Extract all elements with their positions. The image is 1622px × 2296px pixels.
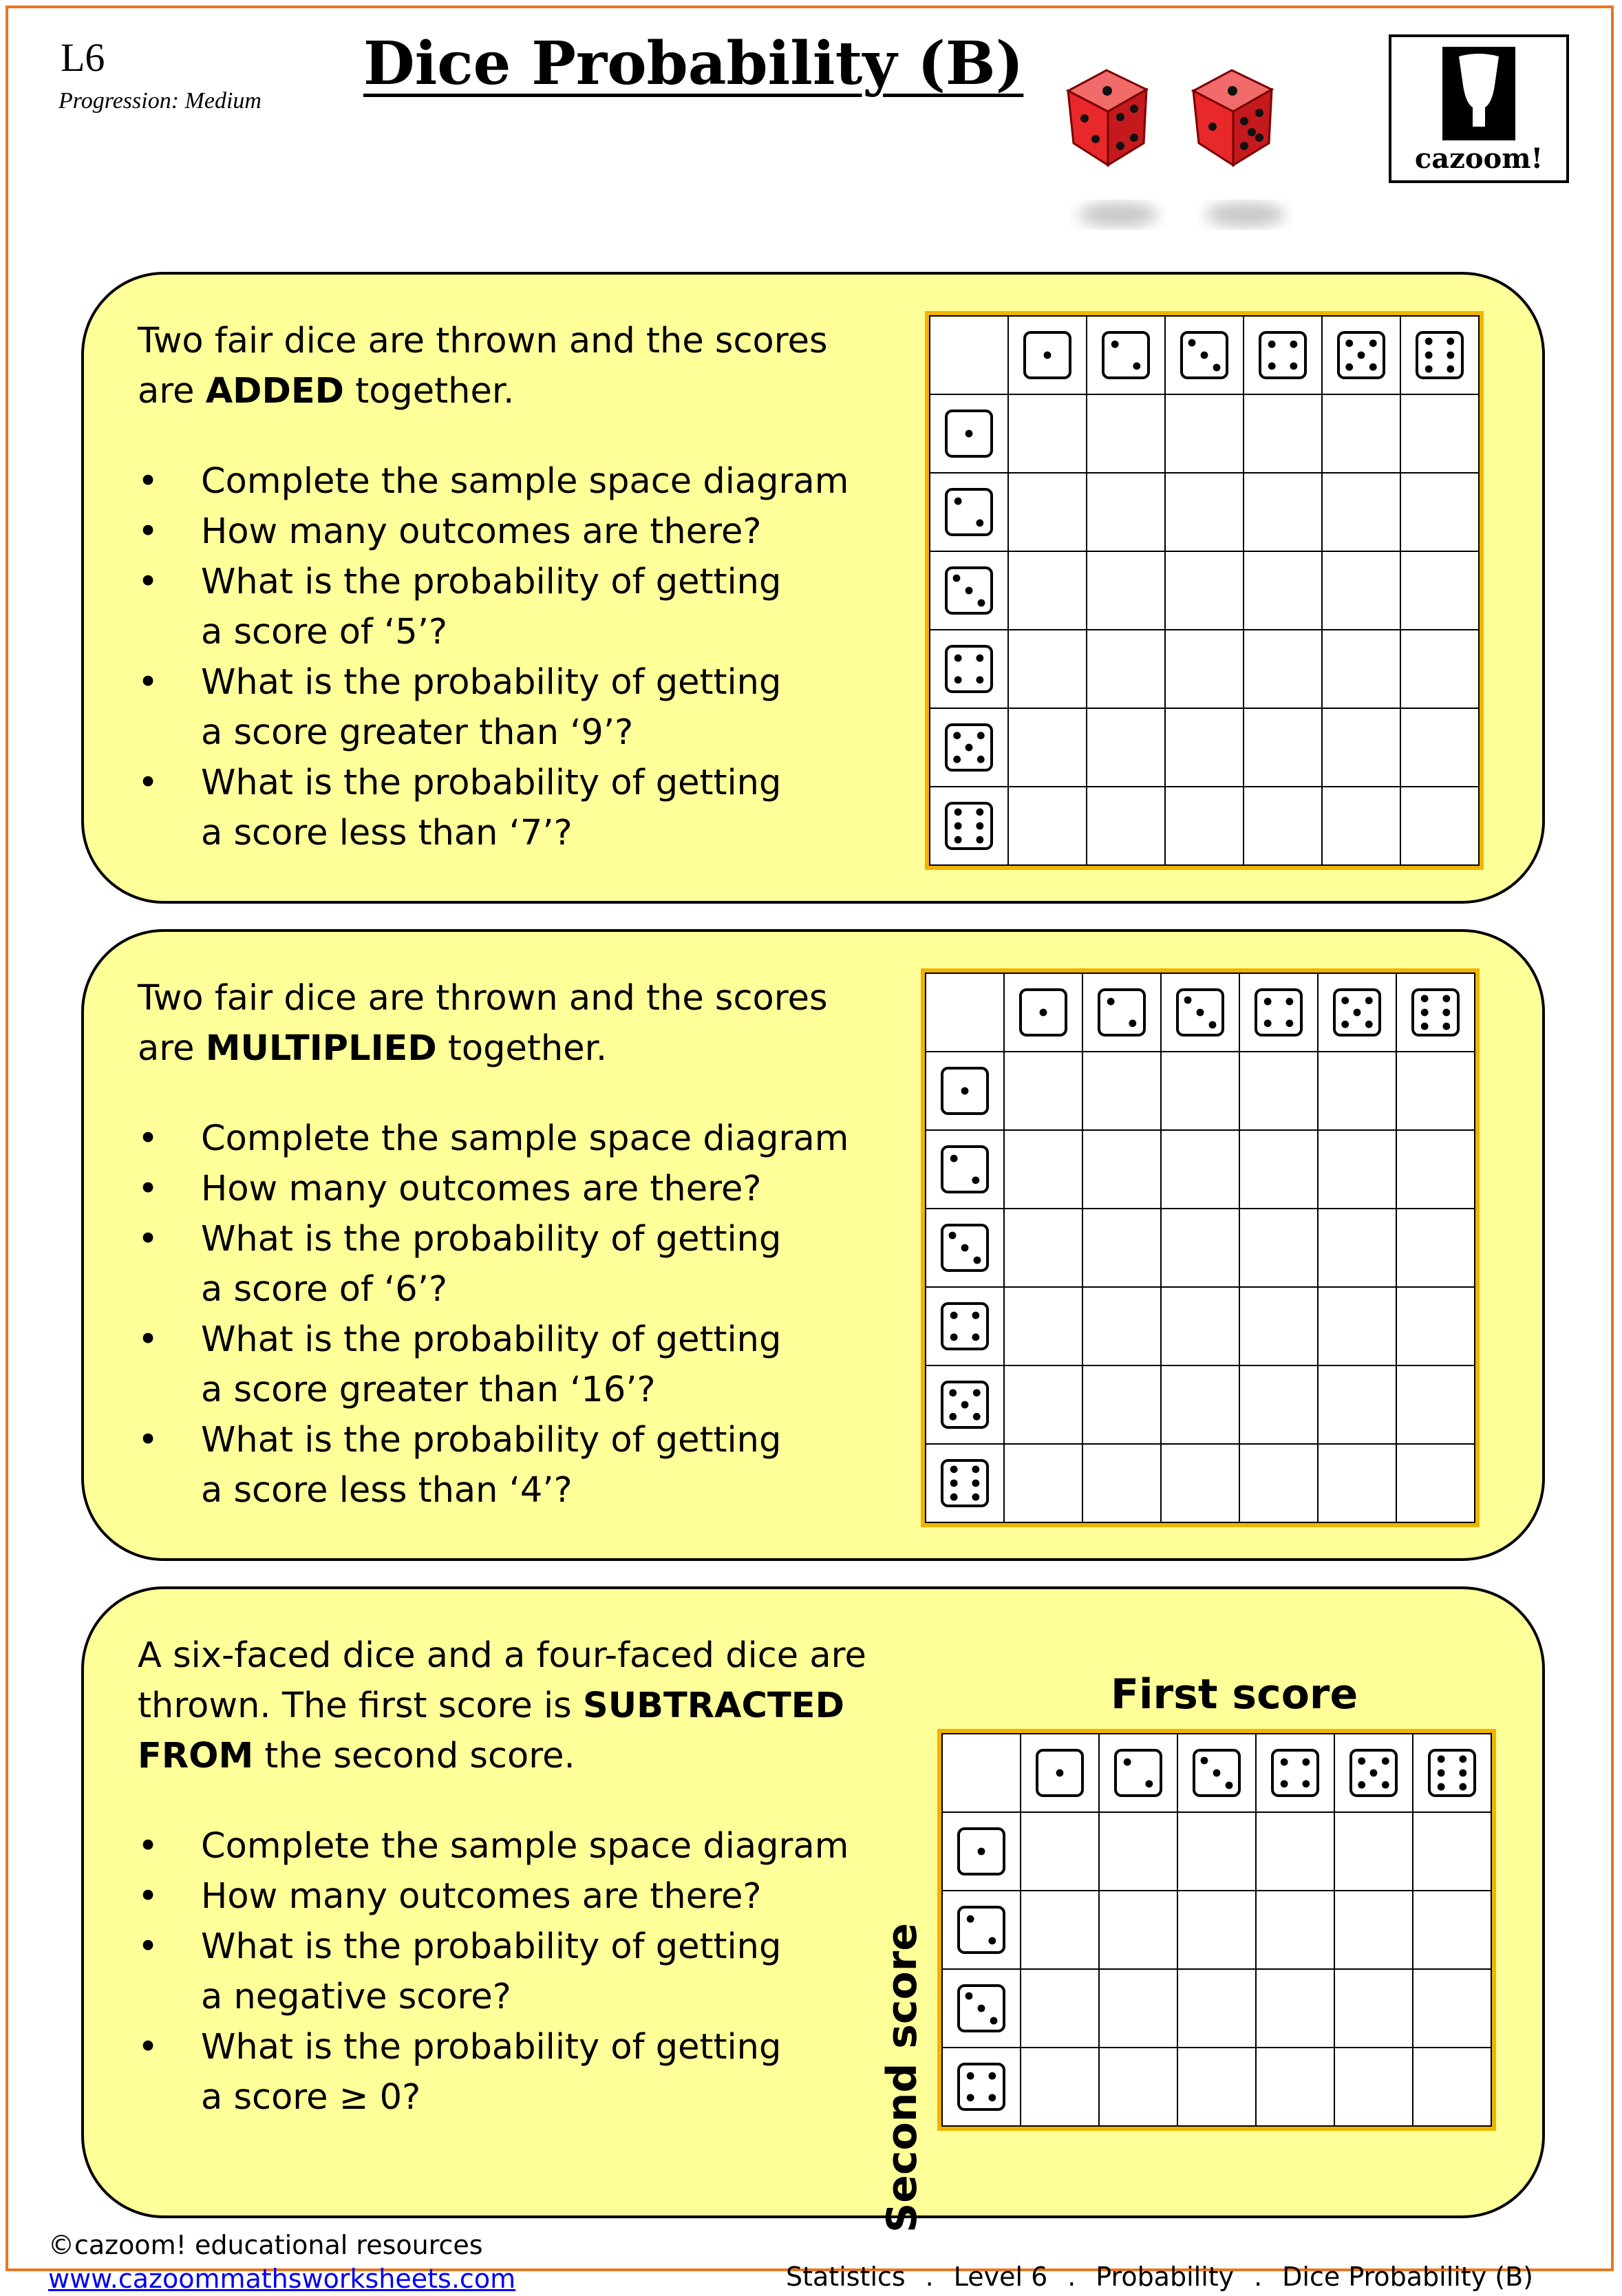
answer-cell[interactable] [1004,1444,1082,1522]
panel-text [138,1630,866,2123]
answer-cell[interactable] [1099,1812,1177,1891]
answer-cell[interactable] [1177,1891,1256,1969]
col-axis-label: First score [1111,1670,1358,1719]
column-header-cell [1082,973,1161,1052]
answer-cell[interactable] [1400,551,1479,630]
die-face-4-icon [940,1301,990,1351]
list-item: • What is the probability of getting a negative score? [138,1922,866,2022]
table-row [926,1365,1475,1444]
die-face-1-icon [957,1827,1006,1876]
answer-cell[interactable] [1400,787,1479,865]
answer-cell[interactable] [1021,1969,1099,2048]
answer-cell[interactable] [1334,1891,1413,1969]
grid-table [925,972,1475,1523]
die-face-4-icon [1254,988,1303,1037]
intro-line: together. [344,371,515,412]
intro-line: Two fair dice are thrown and the scores [138,321,828,361]
row-header-cell [926,1130,1004,1209]
answer-cell[interactable] [1004,1209,1082,1287]
answer-cell[interactable] [1161,1209,1239,1287]
answer-cell[interactable] [1239,1209,1318,1287]
footer-breadcrumb [786,2262,1533,2292]
answer-cell[interactable] [1244,551,1322,630]
answer-cell[interactable] [1082,1365,1161,1444]
die-face-2-icon [957,1905,1006,1955]
answer-cell[interactable] [1161,1444,1239,1522]
answer-cell[interactable] [1161,1052,1239,1130]
row-header-cell [930,708,1008,787]
list-item: • How many outcomes are there? [138,1164,849,1214]
logo-text: cazoom! [1414,142,1544,175]
breadcrumb-item: Level 6 [953,2262,1048,2292]
answer-cell[interactable] [1396,1287,1475,1365]
cazoom-logo [1389,34,1569,183]
panel-text [138,316,849,858]
breadcrumb-item: Statistics [786,2262,906,2292]
die-face-5-icon [1336,330,1386,380]
answer-cell[interactable] [1161,1365,1239,1444]
cup-icon [1391,41,1566,145]
die-face-4-icon [1258,330,1308,380]
column-header-cell [1334,1734,1413,1812]
answer-cell[interactable] [1400,708,1479,787]
question-panel-multiplied [81,929,1545,1561]
question-panel-added [81,272,1545,904]
answer-cell[interactable] [1413,1969,1491,2048]
question-panel-subtracted [81,1586,1545,2233]
answer-cell[interactable] [1396,1130,1475,1209]
answer-cell[interactable] [1322,630,1400,708]
table-row [930,630,1479,708]
column-header-cell [1008,316,1087,394]
column-header-cell [1165,316,1244,394]
answer-cell[interactable] [1256,1812,1334,1891]
table-row [930,787,1479,865]
answer-cell[interactable] [1318,1365,1396,1444]
column-header-cell [1021,1734,1099,1812]
answer-cell[interactable] [1177,1812,1256,1891]
column-header-cell [1099,1734,1177,1812]
answer-cell[interactable] [1087,630,1165,708]
level-label: L6 [61,35,105,80]
sample-space-grid [937,1729,1496,2131]
answer-cell[interactable] [1099,2048,1177,2126]
operation-keyword: ADDED [205,371,345,412]
die-face-3-icon [1180,330,1229,380]
die-face-6-icon [1427,1748,1477,1798]
answer-cell[interactable] [1177,2048,1256,2126]
answer-cell[interactable] [1082,1444,1161,1522]
sample-space-grid [921,968,1480,1527]
grid-corner-cell [942,1734,1021,1812]
table-row [942,1812,1491,1891]
answer-cell[interactable] [1396,1444,1475,1522]
die-face-2-icon [940,1145,990,1194]
column-header-cell [1400,316,1479,394]
table-row [926,1130,1475,1209]
row-header-cell [930,473,1008,551]
website-link[interactable]: www.cazoommathsworksheets.com [48,2264,516,2294]
operation-keyword: FROM [138,1736,254,1776]
table-row [926,1444,1475,1522]
answer-cell[interactable] [1008,394,1087,473]
die-face-5-icon [944,723,994,772]
answer-cell[interactable] [1322,551,1400,630]
answer-cell[interactable] [1318,1444,1396,1522]
column-header-cell [1318,973,1396,1052]
die-face-4-icon [957,2062,1006,2112]
die-face-1-icon [1018,988,1068,1037]
answer-cell[interactable] [1082,1130,1161,1209]
answer-cell[interactable] [1087,473,1165,551]
answer-cell[interactable] [1322,473,1400,551]
row-header-cell [930,630,1008,708]
answer-cell[interactable] [1008,630,1087,708]
answer-cell[interactable] [1334,2048,1413,2126]
intro-line: are [138,1028,206,1069]
list-item: • What is the probability of getting a score less than ‘7’? [138,758,849,858]
answer-cell[interactable] [1099,1969,1177,2048]
grid-corner-cell [930,316,1008,394]
answer-cell[interactable] [1161,1130,1239,1209]
answer-cell[interactable] [1400,473,1479,551]
die-face-6-icon [944,801,994,851]
row-header-cell [942,1891,1021,1969]
answer-cell[interactable] [1008,551,1087,630]
answer-cell[interactable] [1087,394,1165,473]
list-item: • What is the probability of getting a score of ‘6’? [138,1214,849,1315]
answer-cell[interactable] [1400,630,1479,708]
die-face-3-icon [957,1984,1006,2033]
column-header-cell [1239,973,1318,1052]
die-face-6-icon [940,1458,990,1508]
answer-cell[interactable] [1244,473,1322,551]
list-item: • What is the probability of getting a score greater than ‘9’? [138,657,849,758]
answer-cell[interactable] [1334,1969,1413,2048]
list-item: • What is the probability of getting a score of ‘5’? [138,557,849,657]
answer-cell[interactable] [1165,787,1244,865]
answer-cell[interactable] [1021,1812,1099,1891]
answer-cell[interactable] [1082,1209,1161,1287]
table-row [930,473,1479,551]
die-face-3-icon [940,1223,990,1273]
page-title: Dice Probability (B) [363,29,1024,98]
intro-line: together. [436,1028,608,1069]
list-item: • Complete the sample space diagram [138,1114,849,1164]
column-header-cell [1087,316,1165,394]
die-shadow [1206,202,1285,227]
row-header-cell [926,1365,1004,1444]
answer-cell[interactable] [1165,551,1244,630]
question-list [138,1821,866,2123]
row-header-cell [926,1444,1004,1522]
table-row [926,1287,1475,1365]
answer-cell[interactable] [1239,1052,1318,1130]
die-face-4-icon [944,644,994,694]
list-item: • What is the probability of getting a score ≥ 0? [138,2022,866,2123]
answer-cell[interactable] [1165,473,1244,551]
answer-cell[interactable] [1008,473,1087,551]
column-header-cell [1322,316,1400,394]
answer-cell[interactable] [1244,630,1322,708]
copyright-text: ©cazoom! educational resources [48,2230,483,2260]
answer-cell[interactable] [1021,2048,1099,2126]
row-header-cell [942,1969,1021,2048]
answer-cell[interactable] [1161,1287,1239,1365]
die-face-6-icon [1415,330,1464,380]
answer-cell[interactable] [1256,2048,1334,2126]
die-face-2-icon [1101,330,1151,380]
grid-header-row [930,316,1479,394]
answer-cell[interactable] [1396,1365,1475,1444]
red-dice-illustration [1060,55,1321,255]
breadcrumb-separator: . [1254,2262,1263,2292]
die-face-6-icon [1411,988,1460,1037]
answer-cell[interactable] [1087,708,1165,787]
answer-cell[interactable] [1322,708,1400,787]
die-face-3-icon [1192,1748,1241,1798]
intro-line: the second score. [253,1736,575,1776]
answer-cell[interactable] [1413,1812,1491,1891]
die-face-1-icon [944,409,994,458]
breadcrumb-separator: . [1067,2262,1076,2292]
column-header-cell [1177,1734,1256,1812]
column-header-cell [1413,1734,1491,1812]
list-item: • How many outcomes are there? [138,507,849,557]
column-header-cell [1004,973,1082,1052]
list-item: • Complete the sample space diagram [138,456,849,507]
red-die-icon [1193,70,1272,165]
row-header-cell [926,1052,1004,1130]
question-list [138,456,849,858]
intro-line: thrown. The first score is [138,1686,583,1726]
answer-cell[interactable] [1004,1365,1082,1444]
answer-cell[interactable] [1165,630,1244,708]
answer-cell[interactable] [1165,708,1244,787]
answer-cell[interactable] [1256,1969,1334,2048]
list-item: • What is the probability of getting a score less than ‘4’? [138,1415,849,1516]
answer-cell[interactable] [1082,1287,1161,1365]
answer-cell[interactable] [1087,551,1165,630]
intro-line: Two fair dice are thrown and the scores [138,978,828,1019]
answer-cell[interactable] [1413,2048,1491,2126]
table-row [930,551,1479,630]
answer-cell[interactable] [1318,1130,1396,1209]
table-row [930,708,1479,787]
panel-text [138,973,849,1516]
answer-cell[interactable] [1239,1444,1318,1522]
intro-line: A six-faced dice and a four-faced dice are [138,1635,866,1676]
answer-cell[interactable] [1021,1891,1099,1969]
answer-cell[interactable] [1256,1891,1334,1969]
answer-cell[interactable] [1318,1209,1396,1287]
grid-header-row [926,973,1475,1052]
row-header-cell [930,394,1008,473]
answer-cell[interactable] [1004,1287,1082,1365]
operation-keyword: MULTIPLIED [205,1028,437,1069]
answer-cell[interactable] [1082,1052,1161,1130]
answer-cell[interactable] [1087,787,1165,865]
die-face-2-icon [1097,988,1146,1037]
question-list [138,1114,849,1516]
die-face-5-icon [1332,988,1382,1037]
row-header-cell [942,1812,1021,1891]
breadcrumb-item: Dice Probability (B) [1282,2262,1533,2292]
answer-cell[interactable] [1244,787,1322,865]
die-face-5-icon [940,1380,990,1429]
column-header-cell [1396,973,1475,1052]
answer-cell[interactable] [1322,787,1400,865]
breadcrumb-item: Probability [1096,2262,1235,2292]
row-axis-label: Second score [878,1922,926,2233]
column-header-cell [1244,316,1322,394]
row-header-cell [942,2048,1021,2126]
answer-cell[interactable] [1239,1130,1318,1209]
answer-cell[interactable] [1396,1052,1475,1130]
answer-cell[interactable] [1004,1130,1082,1209]
red-die-icon [1068,70,1146,165]
answer-cell[interactable] [1244,394,1322,473]
grid-table [941,1733,1492,2127]
row-header-cell [930,787,1008,865]
table-row [930,394,1479,473]
operation-keyword: SUBTRACTED [582,1686,844,1726]
answer-cell[interactable] [1004,1052,1082,1130]
answer-cell[interactable] [1396,1209,1475,1287]
footer-left [48,2229,515,2296]
table-row [942,2048,1491,2126]
row-header-cell [926,1209,1004,1287]
die-face-5-icon [1349,1748,1398,1798]
die-face-1-icon [1035,1748,1085,1798]
table-row [926,1209,1475,1287]
die-face-1-icon [1023,330,1072,380]
grid-table [929,315,1480,866]
die-face-2-icon [1113,1748,1163,1798]
sample-space-grid [925,311,1484,870]
intro-line: are [138,371,206,412]
die-face-1-icon [940,1066,990,1116]
answer-cell[interactable] [1244,708,1322,787]
answer-cell[interactable] [1239,1365,1318,1444]
row-header-cell [930,551,1008,630]
table-row [942,1891,1491,1969]
grid-corner-cell [926,973,1004,1052]
answer-cell[interactable] [1239,1287,1318,1365]
column-header-cell [1256,1734,1334,1812]
answer-cell[interactable] [1334,1812,1413,1891]
column-header-cell [1161,973,1239,1052]
die-shadow [1078,202,1158,227]
grid-header-row [942,1734,1491,1812]
die-face-3-icon [944,566,994,615]
answer-cell[interactable] [1099,1891,1177,1969]
table-row [942,1969,1491,2048]
list-item: • What is the probability of getting a score greater than ‘16’? [138,1315,849,1415]
die-face-3-icon [1175,988,1225,1037]
answer-cell[interactable] [1008,708,1087,787]
die-face-2-icon [944,487,994,537]
table-row [926,1052,1475,1130]
list-item: • Complete the sample space diagram [138,1821,866,1871]
answer-cell[interactable] [1318,1287,1396,1365]
answer-cell[interactable] [1400,394,1479,473]
list-item: • How many outcomes are there? [138,1871,866,1922]
answer-cell[interactable] [1177,1969,1256,2048]
answer-cell[interactable] [1008,787,1087,865]
row-header-cell [926,1287,1004,1365]
answer-cell[interactable] [1413,1891,1491,1969]
progression-label: Progression: Medium [58,88,262,114]
answer-cell[interactable] [1322,394,1400,473]
die-face-4-icon [1270,1748,1320,1798]
answer-cell[interactable] [1318,1052,1396,1130]
breadcrumb-separator: . [925,2262,934,2292]
answer-cell[interactable] [1165,394,1244,473]
